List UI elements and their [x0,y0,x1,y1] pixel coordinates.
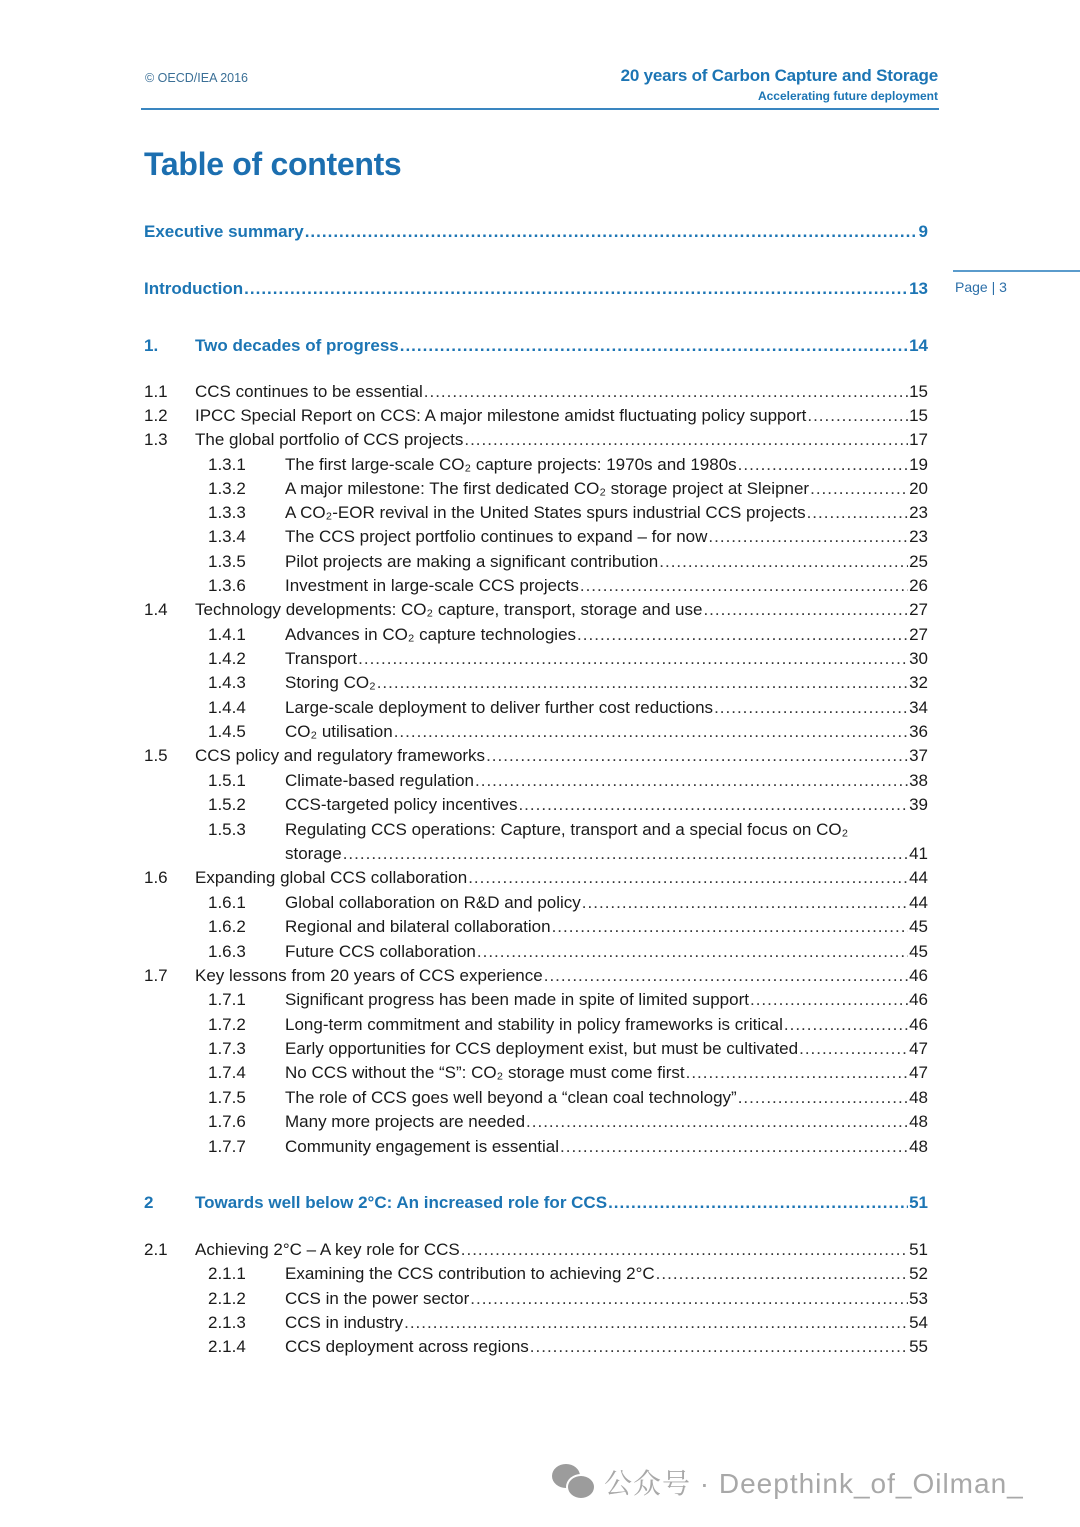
toc-entry-title: Two decades of progress [195,336,399,355]
toc-entry-number: 2.1.1 [208,1264,246,1283]
watermark [552,1462,1024,1502]
toc-entry-page: 51 [909,1193,928,1212]
toc-entry-title-continued: storage [285,844,342,863]
dot-leader [686,1063,908,1083]
toc-entry-number: 1.5.3 [208,820,246,839]
toc-entry-title: The role of CCS goes well beyond a “clean coal technology” [285,1088,737,1107]
toc-entry-title: Many more projects are needed [285,1112,526,1131]
header-divider [141,108,939,110]
toc-entry[interactable] [144,455,928,479]
toc-entry-continuation[interactable] [144,844,928,868]
toc-entry-number: 1.3.4 [208,527,246,546]
toc-entry-title: A major milestone: The first dedicated CO₂ storage project at Sleipner [285,479,810,498]
toc-entry-title: Climate-based regulation [285,771,474,790]
dot-leader [244,279,908,299]
toc-entry-page: 34 [909,698,928,717]
toc-entry[interactable] [144,649,928,673]
toc-entry-page: 19 [909,455,928,474]
toc-entry[interactable] [144,966,928,990]
toc-entry-page: 45 [909,917,928,936]
toc-entry-page: 45 [909,942,928,961]
toc-entry-number: 1.5.1 [208,771,246,790]
toc-entry-number: 1.3.3 [208,503,246,522]
toc-entry[interactable] [144,698,928,722]
dot-leader [394,722,908,742]
toc-entry[interactable] [144,893,928,917]
dot-leader [475,771,908,791]
watermark-text: 公众号 · Deepthink_of_Oilman_ [604,1468,1024,1499]
dot-leader [608,1193,908,1213]
dot-leader [738,1088,908,1108]
toc-entry-number: 1.7.5 [208,1088,246,1107]
toc-entry-page: 30 [909,649,928,668]
wechat-icon [552,1462,596,1502]
report-subtitle: Accelerating future deployment [757,89,938,103]
toc-entry-title: Large-scale deployment to deliver further cost reductions [285,698,714,717]
toc-entry-page: 20 [909,479,928,498]
toc-entry-title: Advances in CO₂ capture technologies [285,625,577,644]
toc-entry-page: 25 [909,552,928,571]
toc-entry-number: 1.7 [144,966,168,985]
toc-entry-page: 53 [909,1289,928,1308]
toc-entry-number: 1.3.2 [208,479,246,498]
toc-entry-title: CCS in industry [285,1313,404,1332]
toc-entry-page: 47 [909,1039,928,1058]
dot-leader [738,455,908,475]
toc-entry[interactable] [144,820,928,844]
report-title: 20 years of Carbon Capture and Storage [620,66,938,85]
toc-entry-number: 1.4.4 [208,698,246,717]
toc-entry-number: 1.7.2 [208,1015,246,1034]
toc-entry-number: 1.7.7 [208,1137,246,1156]
page-number: Page | 3 [955,279,1007,295]
dot-leader [518,795,908,815]
toc-entry[interactable] [144,1088,928,1112]
toc-entry-page: 46 [909,1015,928,1034]
toc-entry-page: 9 [918,222,928,241]
toc-entry[interactable] [144,406,928,430]
dot-leader [424,382,908,402]
toc-entry-title: CCS deployment across regions [285,1337,529,1356]
toc-entry-title: The global portfolio of CCS projects [195,430,464,449]
toc-entry-page: 48 [909,1088,928,1107]
toc-entry-page: 17 [909,430,928,449]
toc-entry-title: Regulating CCS operations: Capture, transport and a special focus on CO₂ [285,820,849,839]
dot-leader [470,1289,908,1309]
page-number-divider [953,270,1080,272]
dot-leader [461,1240,908,1260]
toc-entry-title: Investment in large-scale CCS projects [285,576,579,595]
toc-entry-page: 27 [909,625,928,644]
toc-entry-page: 39 [909,795,928,814]
toc-entry-title: Global collaboration on R&D and policy [285,893,581,912]
toc-entry-page: 54 [909,1313,928,1332]
toc-entry-number: 1.5 [144,746,168,765]
dot-leader [404,1313,908,1333]
dot-leader [659,552,908,572]
toc-entry-page: 44 [909,868,928,887]
toc-entry[interactable] [144,1264,928,1288]
toc-entry[interactable] [144,722,928,746]
toc-entry[interactable] [144,1112,928,1136]
toc-entry-number: 1.3.1 [208,455,246,474]
dot-leader [656,1264,908,1284]
dot-leader [468,868,908,888]
toc-entry-number: 1. [144,336,159,355]
toc-entry-page: 15 [909,406,928,425]
toc-entry-title: CO₂ utilisation [285,722,393,741]
toc-entry[interactable] [144,1193,928,1217]
toc-entry[interactable] [144,625,928,649]
toc-entry-page: 36 [909,722,928,741]
toc-entry[interactable] [144,336,928,360]
toc-entry-number: 1.2 [144,406,168,425]
toc-entry-title: Early opportunities for CCS deployment exist, but must be cultivated [285,1039,799,1058]
toc-entry-number: 1.7.3 [208,1039,246,1058]
dot-leader [544,966,908,986]
dot-leader [526,1112,908,1132]
toc-entry-number: 1.3 [144,430,168,449]
toc-entry-number: 1.6.2 [208,917,246,936]
dot-leader [560,1137,908,1157]
toc-entry-number: 1.7.1 [208,990,246,1009]
toc-entry-number: 1.4.5 [208,722,246,741]
toc-entry-title: Introduction [144,279,244,298]
dot-leader [577,625,908,645]
toc-entry-number: 1.6.3 [208,942,246,961]
toc-entry[interactable] [144,1289,928,1313]
toc-entry-number: 1.4.2 [208,649,246,668]
toc-entry[interactable] [144,527,928,551]
dot-leader [552,917,909,937]
toc-entry[interactable] [144,1137,928,1161]
toc-entry-title: The first large-scale CO₂ capture projects: 1970s and 1980s [285,455,737,474]
dot-leader [582,893,908,913]
toc-entry[interactable] [144,771,928,795]
toc-entry-title: CCS-targeted policy incentives [285,795,518,814]
toc-entry[interactable] [144,917,928,941]
toc-entry[interactable] [144,1313,928,1337]
toc-entry-title: Examining the CCS contribution to achieving 2°C [285,1264,655,1283]
toc-entry-page: 27 [909,600,928,619]
toc-entry-number: 1.3.5 [208,552,246,571]
toc-entry[interactable] [144,430,928,454]
toc-entry-page: 37 [909,746,928,765]
toc-entry-page: 52 [909,1264,928,1283]
dot-leader [530,1337,908,1357]
toc-entry-page: 38 [909,771,928,790]
toc-entry-title: Transport [285,649,358,668]
toc-entry-number: 1.5.2 [208,795,246,814]
toc-entry-title: Long-term commitment and stability in policy frameworks is critical [285,1015,783,1034]
dot-leader [714,698,908,718]
toc-entry-page: 26 [909,576,928,595]
toc-entry-title: CCS policy and regulatory frameworks [195,746,486,765]
dot-leader [807,406,908,426]
toc-entry-title: Future CCS collaboration [285,942,476,961]
dot-leader [799,1039,908,1059]
page-title: Table of contents [144,146,402,182]
toc-entry-number: 1.6 [144,868,168,887]
toc-entry-number: 2.1.2 [208,1289,246,1308]
toc-entry-page: 23 [909,503,928,522]
toc-entry-page: 44 [909,893,928,912]
toc-entry[interactable] [144,479,928,503]
toc-entry-number: 1.1 [144,382,168,401]
toc-entry[interactable] [144,600,928,624]
toc-entry[interactable] [144,1063,928,1087]
toc-entry[interactable] [144,222,928,246]
running-header [621,66,938,103]
toc-entry-page: 46 [909,966,928,985]
dot-leader [400,336,908,356]
toc-entry[interactable] [144,1039,928,1063]
dot-leader [580,576,908,596]
toc-entry-title: Technology developments: CO₂ capture, transport, storage and use [195,600,703,619]
toc-entry-number: 1.7.4 [208,1063,246,1082]
toc-entry[interactable] [144,1337,928,1361]
toc-entry-number: 2.1.3 [208,1313,246,1332]
toc-entry-title: Executive summary [144,222,304,241]
toc-entry[interactable] [144,868,928,892]
toc-entry-page: 15 [909,382,928,401]
toc-entry-title: The CCS project portfolio continues to expand – for now [285,527,708,546]
dot-leader [750,990,908,1010]
toc-entry-page: 32 [909,673,928,692]
toc-entry[interactable] [144,795,928,819]
toc-entry-page: 46 [909,990,928,1009]
toc-entry-title: Achieving 2°C – A key role for CCS [195,1240,460,1259]
dot-leader [784,1015,908,1035]
toc-entry-title: CCS in the power sector [285,1289,470,1308]
dot-leader [486,746,908,766]
copyright-notice: © OECD/IEA 2016 [145,71,249,85]
dot-leader [807,503,909,523]
toc-entry[interactable] [144,382,928,406]
dot-leader [358,649,908,669]
toc-entry-page: 41 [909,844,928,863]
toc-entry-title: Pilot projects are making a significant contribution [285,552,659,571]
toc-entry-number: 2 [144,1193,154,1212]
toc-entry-number: 1.7.6 [208,1112,246,1131]
dot-leader [708,527,908,547]
toc-entry[interactable] [144,746,928,770]
toc-entry-title: A CO₂-EOR revival in the United States spurs industrial CCS projects [285,503,806,522]
toc-entry-page: 47 [909,1063,928,1082]
dot-leader [305,222,918,242]
toc-entry[interactable] [144,279,928,303]
dot-leader [477,942,908,962]
toc-entry-page: 23 [909,527,928,546]
toc-entry-title: Expanding global CCS collaboration [195,868,468,887]
toc-entry[interactable] [144,990,928,1014]
toc-entry-title: IPCC Special Report on CCS: A major milestone amidst fluctuating policy support [195,406,807,425]
toc-entry-title: Storing CO₂ [285,673,376,692]
dot-leader [464,430,908,450]
toc-entry-number: 1.4.1 [208,625,246,644]
toc-entry[interactable] [144,1240,928,1264]
toc-entry-number: 2.1.4 [208,1337,246,1356]
toc-entry-number: 1.3.6 [208,576,246,595]
dot-leader [343,844,908,864]
toc-entry-number: 1.6.1 [208,893,246,912]
toc-entry-title: Key lessons from 20 years of CCS experience [195,966,543,985]
toc-entry[interactable] [144,503,928,527]
toc-entry-number: 1.4.3 [208,673,246,692]
toc-entry-page: 13 [909,279,928,298]
toc-entry-page: 51 [909,1240,928,1259]
toc-entry-title: CCS continues to be essential [195,382,423,401]
dot-leader [377,673,908,693]
toc-entry[interactable] [144,673,928,697]
toc-entry-number: 2.1 [144,1240,168,1259]
toc-entry-number: 1.4 [144,600,168,619]
toc-entry[interactable] [144,1015,928,1039]
toc-entry-title: Community engagement is essential [285,1137,560,1156]
toc-entry-page: 48 [909,1112,928,1131]
toc-entry-page: 14 [909,336,928,355]
toc-entry[interactable] [144,576,928,600]
toc-entry-page: 55 [909,1337,928,1356]
toc-entry[interactable] [144,552,928,576]
toc-entry-title: Significant progress has been made in spite of limited support [285,990,749,1009]
toc-entry-title: Regional and bilateral collaboration [285,917,551,936]
toc-entry[interactable] [144,942,928,966]
dot-leader [703,600,908,620]
toc-entry-page: 48 [909,1137,928,1156]
toc-entry-title: No CCS without the “S”: CO₂ storage must come first [285,1063,685,1082]
toc-entry-title: Towards well below 2°C: An increased role for CCS [195,1193,608,1212]
dot-leader [810,479,908,499]
